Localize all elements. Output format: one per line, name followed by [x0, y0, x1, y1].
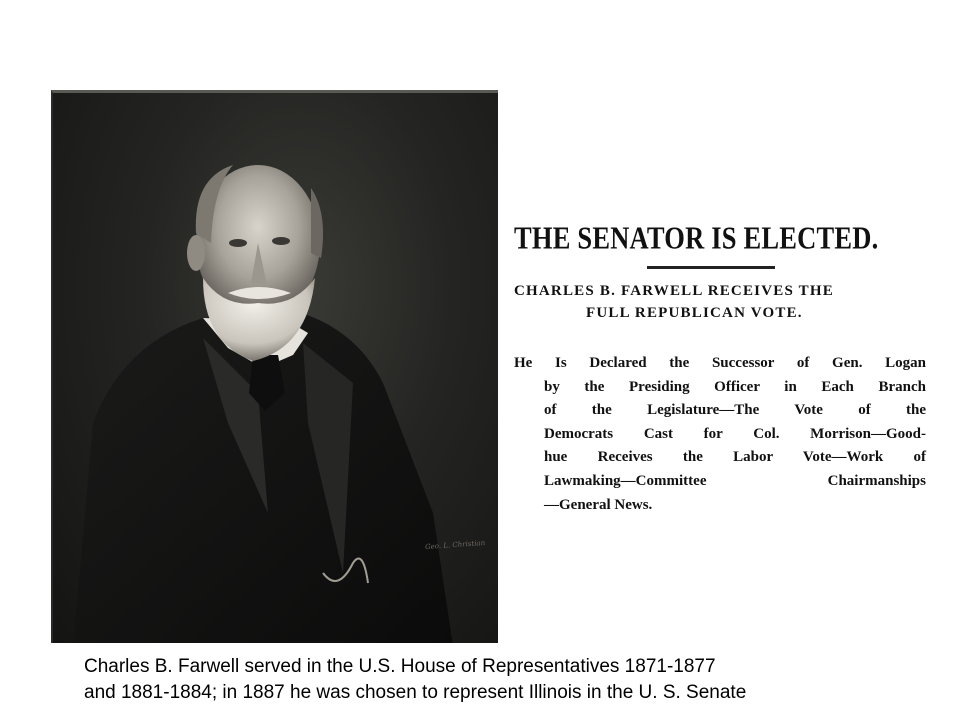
- deck-line: He Is Declared the Successor of Gen. Logan: [514, 355, 926, 371]
- portrait-photo: [51, 90, 498, 643]
- clipping-deck: [514, 352, 926, 517]
- photographer-signature: Geo. L. Christian: [424, 538, 486, 552]
- headline-rule: [647, 266, 775, 269]
- clipping-headline: THE SENATOR IS ELECTED.: [514, 220, 879, 256]
- caption-line-2: and 1881-1884; in 1887 he was chosen to represent Illinois in the U. S. Senate: [84, 682, 747, 703]
- deck-line: Lawmaking—Committee Chairmanships: [544, 472, 926, 489]
- portrait-figure: [53, 93, 498, 643]
- deck-line: Democrats Cast for Col. Morrison—Good-: [544, 425, 926, 442]
- clipping-subhead-line-1: CHARLES B. FARWELL RECEIVES THE: [514, 283, 834, 299]
- deck-line: by the Presiding Officer in Each Branch: [544, 378, 926, 395]
- caption-line-1: Charles B. Farwell served in the U.S. House of Representatives 1871-1877: [84, 656, 716, 677]
- clipping-subhead-line-2: FULL REPUBLICAN VOTE.: [586, 305, 803, 321]
- deck-line: of the Legislature—The Vote of the: [544, 402, 926, 419]
- caption: [84, 654, 944, 706]
- deck-line: —General News.: [544, 496, 653, 513]
- newspaper-clipping: [512, 214, 928, 512]
- deck-line: hue Receives the Labor Vote—Work of: [544, 449, 926, 466]
